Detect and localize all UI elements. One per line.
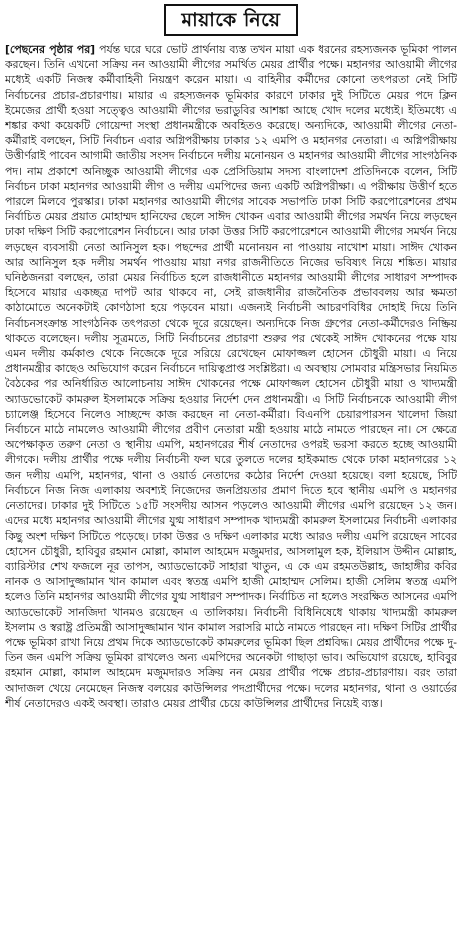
article-paragraph [5,42,457,711]
article-text: পর্যন্ত ঘরে ঘরে ভোট প্রার্থনায় ব্যস্ত তখন মায়া এক ধরনের রহস্যজনক ভূমিকা পালন করছেন। তিনি এখনো সক্রিয় নন আওয়ামী লীগের সমর্থিত মেয়র প্রার্থীর পক্ষে। মহানগর আওয়ামী লীগের মধ্যেই একটি নিজস্ব কর্মীবাহিনী নিয়ন্ত্রণ করেন মায়া। এ বাহিনীর কর্মীদের কোনো তৎপরতা নেই সিটি নির্বাচনের প্রচার-প্রচারণায়। মায়ার এ রহস্যজনক ভূমিকার কারণে ঢাকার দুই সিটিতে মেয়র পদে ক্লিন ইমেজের প্রার্থী হওয়া সত্ত্বেও আওয়ামী লীগের ভরাডুবির আশঙ্কা আছে খোদ দলের মধ্যেই। ইতিমধ্যে এ শঙ্কার কথা কয়েকটি গোয়েন্দা সংস্থা প্রধানমন্ত্রীকে অবহিতও করেছে। অন্যদিকে, আওয়ামী লীগের নেতা-কর্মীরাই বলছেন, সিটি নির্বাচন এবার অগ্নিপরীক্ষায় ঢাকার ১২ এমপি ও মহানগর নেতারা। এ অগ্নিপরীক্ষায় উত্তীর্ণরাই পাবেন আগামী জাতীয় সংসদ নির্বাচনে দলীয় মনোনয়ন ও মহানগর আওয়ামী লীগের সাংগঠনিক পদ। নাম প্রকাশে অনিচ্ছুক আওয়ামী লীগের এক প্রেসিডিয়াম সদস্য বাংলাদেশ প্রতিদিনকে বলেন, সিটি নির্বাচন ঢাকা মহানগর আওয়ামী লীগ ও দলীয় এমপিদের জন্য একটি অগ্নিপরীক্ষা। এ পরীক্ষায় উত্তীর্ণ হতে পারলে মিলবে পুরস্কার। ঢাকা মহানগর আওয়ামী লীগের সাবেক সভাপতি ঢাকা সিটি করপোরেশনের প্রথম নির্বাচিত মেয়র প্রয়াত মোহাম্মদ হানিফের ছেলে সাঈদ খোকন এবার আওয়ামী লীগের সমর্থন নিয়ে লড়ছেন ঢাকা দক্ষিণ সিটি করপোরেশন নির্বাচনে। আর ঢাকা উত্তর সিটি করপোরেশনে আওয়ামী লীগের সমর্থন নিয়ে লড়ছেন ব্যবসায়ী নেতা আনিসুল হক। পছন্দের প্রার্থী মনোনয়ন না পাওয়ায় নাখোশ মায়া। সাঈদ খোকন আর আনিসুল হক দলীয় সমর্থন পাওয়ায় মায়া নগর রাজনীতিতে নিজের ভবিষ্যৎ নিয়ে শঙ্কিত। মায়ার ঘনিষ্ঠজনরা বলছেন, তারা মেয়র নির্বাচিত হলে রাজধানীতে মহানগর আওয়ামী লীগের সাধারণ সম্পাদক হিসেবে মায়ার একচ্ছত্র দাপট আর থাকবে না, সেই রাজধানীর রাজনৈতিক প্রভাববলয় আর ক্ষমতা কাঠামোতে অনেকটাই কোণঠাসা হয়ে পড়বেন মায়া। এজন্যই নির্বাচনী আচরণবিধির দোহাই দিয়ে তিনি নির্বাচনসংক্রান্ত সাংগঠনিক তৎপরতা থেকে দূরে রয়েছেন। অন্যদিকে নিজ গ্রুপের নেতা-কর্মীদেরও নিষ্ক্রিয় থাকতে বলেছেন। দলীয় সূত্রমতে, সিটি নির্বাচনের প্রচারণা শুরুর পর থেকেই সাঈদ খোকনের পক্ষে যায় এমন দলীয় কর্মকাণ্ড থেকে নিজেকে দূরে সরিয়ে রেখেছেন মোফাজ্জল হোসেন চৌধুরী মায়া। এ নিয়ে প্রধানমন্ত্রীর কাছেও অভিযোগ করেন নির্বাচনে দায়িত্বপ্রাপ্ত সংশ্লিষ্টরা। এ অবস্থায় সোমবার মন্ত্রিসভার নিয়মিত বৈঠকের পর অনির্ধারিত আলোচনায় সাঈদ খোকনের পক্ষে মোফাজ্জল হোসেন চৌধুরী মায়া ও খাদ্যমন্ত্রী অ্যাডভোকেট কামরুল ইসলামকে সক্রিয় হওয়ার নির্দেশ দেন প্রধানমন্ত্রী। এ সিটি নির্বাচনকে আওয়ামী লীগ চ্যালেঞ্জ হিসেবে নিলেও সাচ্ছন্দে কাজ করছেন না নেতা-কর্মীরা। বিএনপি চেয়ারপারসন খালেদা জিয়া নির্বাচনে মাঠে নামলেও আওয়ামী লীগের প্রবীণ নেতারা মন্ত্রী হওয়ায় মাঠে নামতে পারছেন না। সে ক্ষেত্রে অপেক্ষাকৃত তরুণ নেতা ও স্থানীয় এমপি, মহানগরের শীর্ষ নেতাদের ওপরই ভরসা করতে হচ্ছে আওয়ামী লীগকে। দলীয় প্রার্থীর পক্ষে দলীয় নির্বাচনী ফল ঘরে তুলতে দলের হাইকমান্ড থেকে ঢাকা মহানগরের ১২ জন দলীয় এমপি, মহানগর, থানা ও ওয়ার্ড নেতাদের কঠোর নির্দেশ দেওয়া হয়েছে। বলা হয়েছে, সিটি নির্বাচনে নিজ নিজ এলাকায় অবশ্যই নিজেদের জনপ্রিয়তার প্রমাণ দিতে হবে স্থানীয় এমপি ও মহানগর নেতাদের। ঢাকার দুই সিটিতে ১৫টি সংসদীয় আসন পড়লেও আওয়ামী লীগের এমপি রয়েছেন ১২ জন। এদের মধ্যে মহানগর আওয়ামী লীগের যুগ্ম সাধারণ সম্পাদক খাদ্যমন্ত্রী কামরুল ইসলামের নির্বাচনী এলাকার কিছু অংশ দক্ষিণ সিটিতে পড়েছে। ঢাকা উত্তর ও দক্ষিণ এলাকার মধ্যে আরও দলীয় এমপি রয়েছেন সাবের হোসেন চৌধুরী, হাবিবুর রহমান মোল্লা, কামাল আহমেদ মজুমদার, আসলামুল হক, ইলিয়াস উদ্দীন মোল্লাহ, ব্যারিস্টার শেখ ফজলে নূর তাপস, অ্যাডভোকেট সাহারা খাতুন, এ কে এম রহমতউল্লাহ, জাহাঙ্গীর কবির নানক ও আসাদুজ্জামান খান কামাল এবং স্বতন্ত্র এমপি হাজী মোহাম্মদ সেলিম। হাজী সেলিম স্বতন্ত্র এমপি হলেও তিনি মহানগর আওয়ামী লীগের যুগ্ম সাধারণ সম্পাদক। নির্বাচিত না হলেও সংরক্ষিত আসনের এমপি অ্যাডভোকেট সানজিদা খানমও রয়েছেন এ তালিকায়। নির্বাচনী বিধিনিষেধে থাকায় খাদ্যমন্ত্রী কামরুল ইসলাম ও স্বরাষ্ট্র প্রতিমন্ত্রী আসাদুজ্জামান খান কামাল সরাসরি মাঠে নামতে পারছেন না। দক্ষিণ সিটির প্রার্থীর পক্ষে ভূমিকা রাখা নিয়ে প্রথম দিকে অ্যাডভোকেট কামরুলের ভূমিকা ছিল প্রশ্নবিদ্ধ। মেয়র প্রার্থীদের পক্ষে দু-তিন জন এমপি সক্রিয় ভূমিকা রাখলেও অন্য এমপিদের অনেকটা গাছাড়া ভাব। অভিযোগ রয়েছে, হাবিবুর রহমান মোল্লা, কামাল আহমেদ মজুমদারও সক্রিয় নন মেয়র প্রার্থীর পক্ষে প্রচার-প্রচারণায়। বরং তারা আদাজল খেয়ে নেমেছেন নিজস্ব বলয়ের কাউন্সিলর পদপ্রার্থীদের পক্ষে। দলের মহানগর, থানা ও ওয়ার্ডের শীর্ষ নেতাদেরও একই অবস্থা। তারাও মেয়র প্রার্থীর চেয়ে কাউন্সিলর প্রার্থীদের নিয়েই ব্যস্ত। [5,43,457,710]
continued-marker: [পেছনের পৃষ্ঠার পর] [5,43,96,56]
headline: মায়াকে নিয়ে [164,4,299,36]
article-body [5,42,457,932]
headline-container [5,4,457,36]
